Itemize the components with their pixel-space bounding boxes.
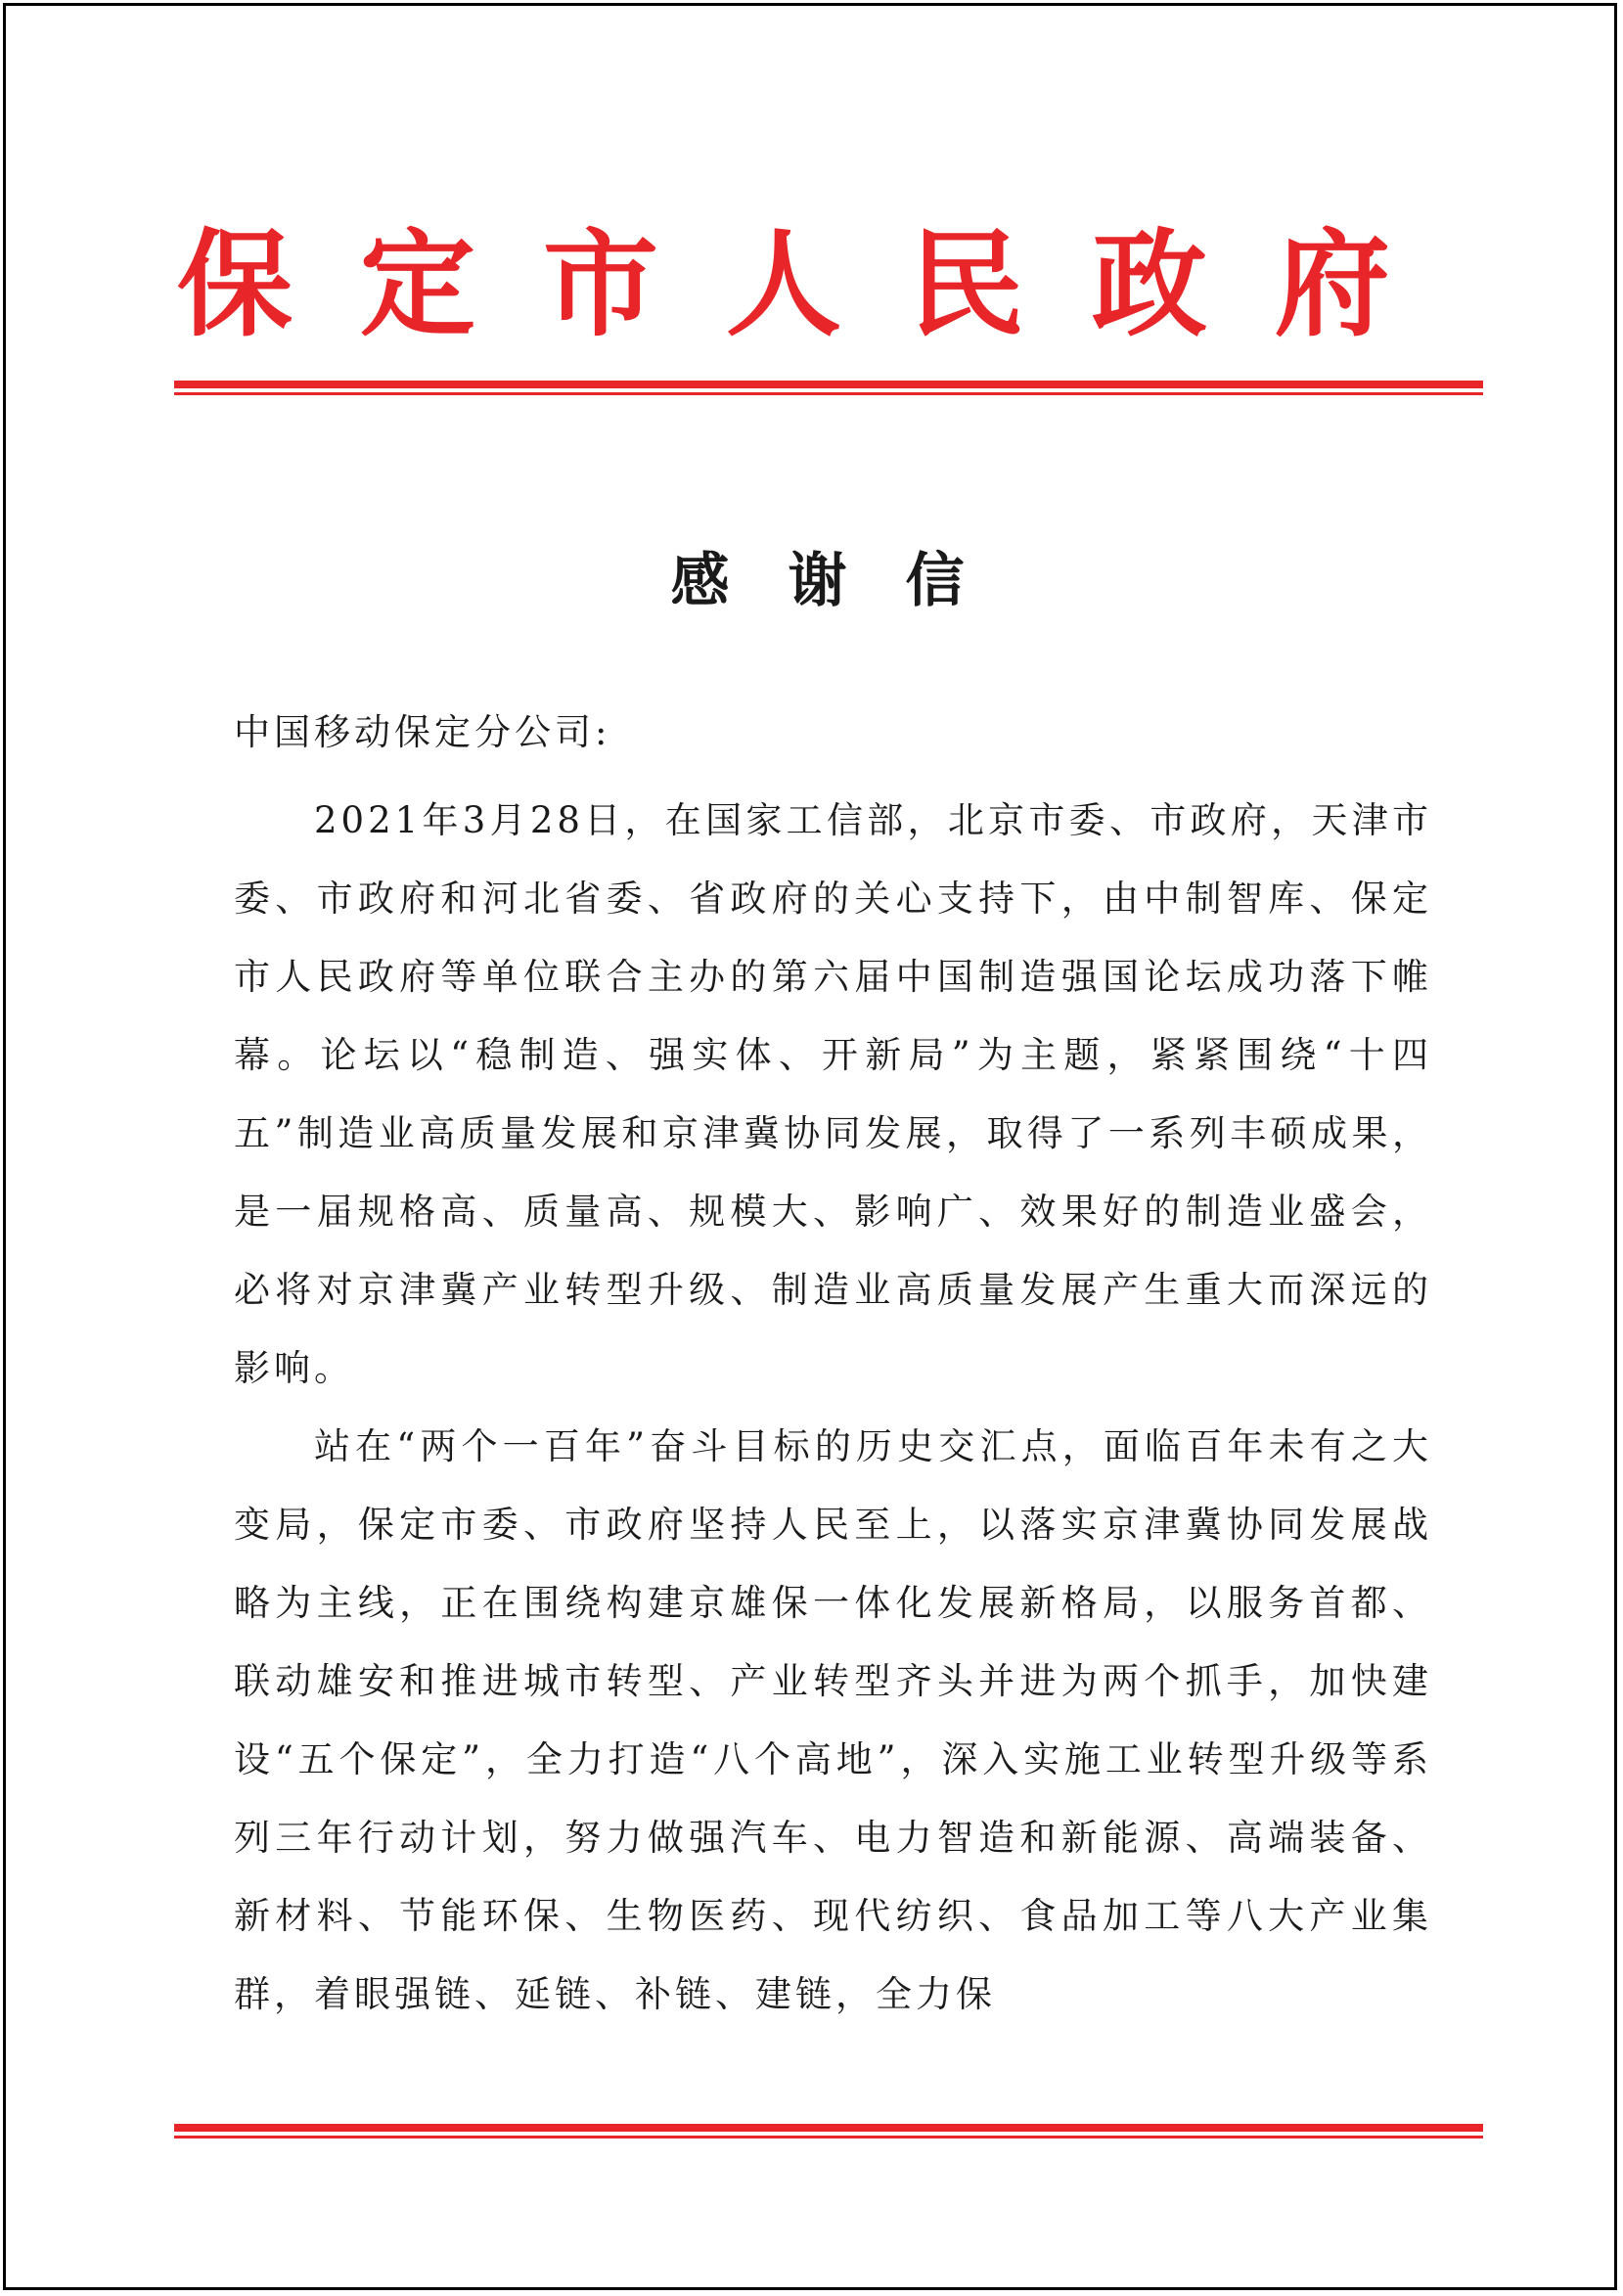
letterhead-char: 人 <box>725 216 841 352</box>
letterhead-char: 民 <box>908 216 1024 352</box>
letterhead-char: 政 <box>1091 216 1207 352</box>
salutation: 中国移动保定分公司: <box>234 711 611 753</box>
letter-body <box>234 782 1432 2034</box>
letterhead-char: 定 <box>359 216 475 352</box>
letterhead-title <box>177 211 1390 358</box>
letterhead-top-rule <box>174 381 1483 395</box>
letterhead-char: 市 <box>542 216 658 352</box>
letter-title: 感谢信 <box>670 547 1023 615</box>
document-page <box>3 3 1617 2290</box>
letterhead-char: 保 <box>177 216 293 352</box>
footer-rule <box>174 2124 1483 2138</box>
letterhead-char: 府 <box>1274 216 1390 352</box>
body-paragraph: 站在“两个一百年”奋斗目标的历史交汇点，面临百年未有之大变局，保定市委、市政府坚持人民至上，以落实京津冀协同发展战略为主线，正在围绕构建京雄保一体化发展新格局，以服务首都、联动雄安和推进城市转型、产业转型齐头并进为两个抓手，加快建设“五个保定”，全力打造“八个高地”，深入实施工业转型升级等系列三年行动计划，努力做强汽车、电力智造和新能源、高端装备、新材料、节能环保、生物医药、现代纺织、食品加工等八大产业集群，着眼强链、延链、补链、建链，全力保 <box>234 1425 1432 2015</box>
body-paragraph: 2021年3月28日，在国家工信部，北京市委、市政府，天津市委、市政府和河北省委、省政府的关心支持下，由中制智库、保定市人民政府等单位联合主办的第六届中国制造强国论坛成功落下帷幕。论坛以“稳制造、强实体、开新局”为主题，紧紧围绕“十四五”制造业高质量发展和京津冀协同发展，取得了一系列丰硕成果，是一届规格高、质量高、规模大、影响广、效果好的制造业盛会，必将对京津冀产业转型升级、制造业高质量发展产生重大而深远的影响。 <box>234 799 1432 1389</box>
